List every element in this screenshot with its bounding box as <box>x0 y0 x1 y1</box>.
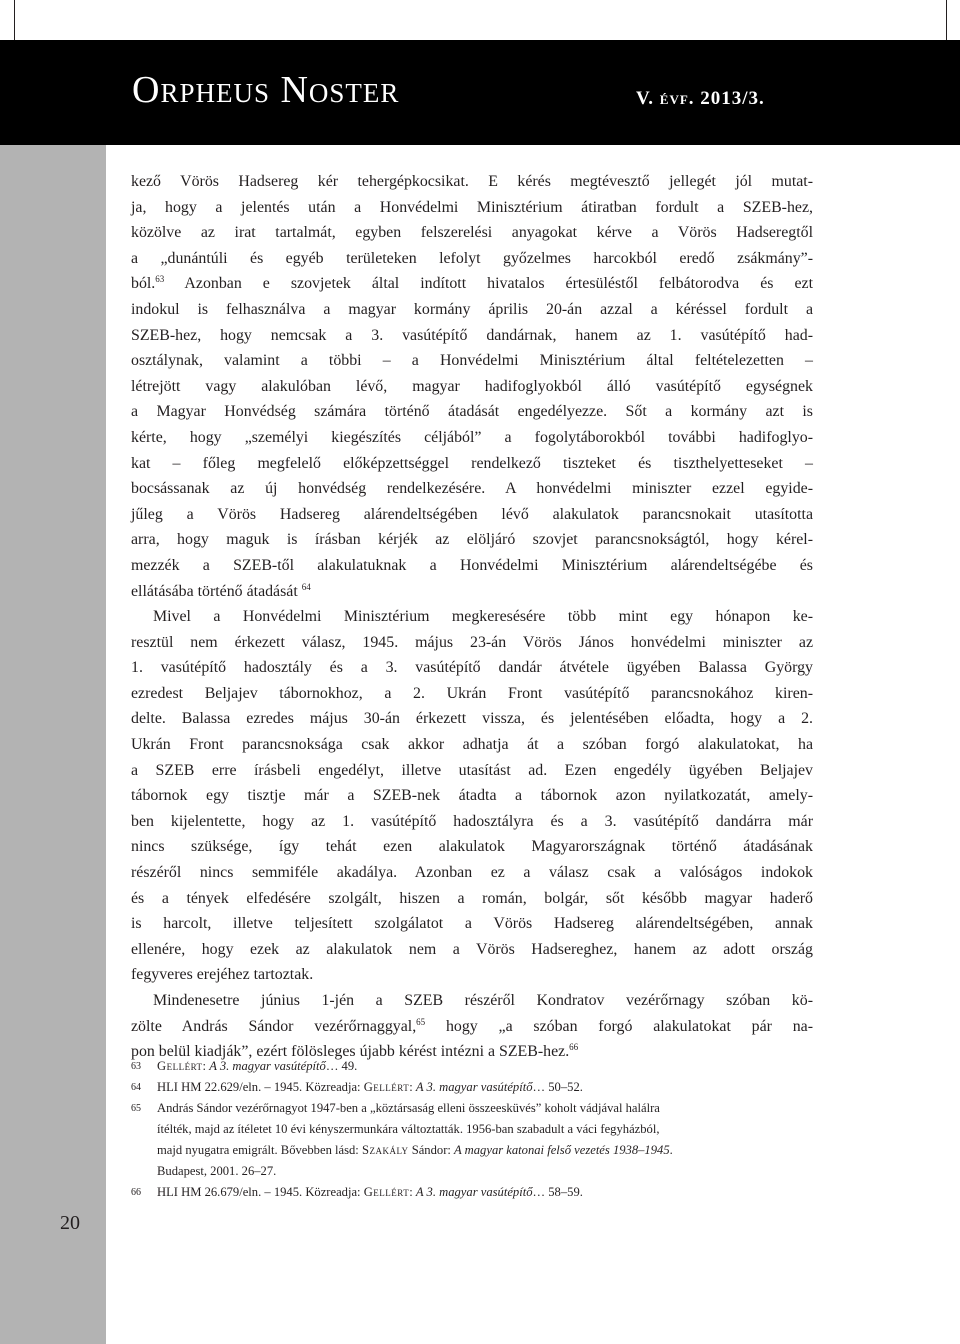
text-run: a SZEB erre írásbeli engedélyt, illetve utasítást ad. Ezen engedély ügyében Beljajev <box>131 761 813 779</box>
journal-title: Orpheus Noster <box>132 69 400 111</box>
text-run: . <box>669 1143 673 1157</box>
text-run: is harcolt, illetve teljesített szolgálatot a Vörös Hadsereg alárendeltségében, annak <box>131 915 813 933</box>
footnotes <box>131 1056 813 1203</box>
text-run: ítélték, majd az ítéletet 10 évi kényszermunkára változtatták. 1956-ban szabadult a váci fegyházból, <box>157 1122 660 1136</box>
body-line <box>131 451 813 477</box>
text-run: : <box>409 1185 416 1199</box>
page-number: 20 <box>60 1212 80 1234</box>
text-run: hogy „a szóban forgó alakulatokat pár na- <box>425 1017 814 1035</box>
body-line <box>131 655 813 681</box>
text-run: kérte, hogy „személyi kiegészítés céljából” a fogolytáborokból további hadifoglyo- <box>131 428 813 446</box>
footnote-number: 64 <box>131 1082 141 1093</box>
body-line <box>131 732 813 758</box>
footnote-line <box>157 1161 813 1182</box>
text-run: fegyveres erejéhez tartoztak. <box>131 966 314 984</box>
body-line <box>131 553 813 579</box>
text-run: közölve az irat tartalmát, egyben felszerelési anyagokat kérve a Vörös Hadseregtől <box>131 224 813 242</box>
text-run: zölte András Sándor vezérőrnaggyal, <box>131 1017 417 1035</box>
body-line <box>131 886 813 912</box>
body-line <box>131 399 813 425</box>
text-run: kező Vörös Hadsereg kér tehergépkocsikat. E kérés megtévesztő jellegét jól mutat- <box>131 173 813 190</box>
citation-title: A 3. magyar vasútépítő <box>415 1080 533 1094</box>
body-line <box>131 246 813 272</box>
text-run: : <box>202 1059 210 1073</box>
text-run: ból. <box>131 275 156 293</box>
body-line <box>131 348 813 374</box>
text-run: András Sándor vezérőrnagyot 1947-ben a „köztársaság elleni összeesküvés” koholt vádjával halálra <box>157 1101 660 1115</box>
body-line <box>131 988 813 1014</box>
crop-mark-top-right-vertical <box>946 0 947 40</box>
text-run: majd nyugatra emigrált. Bővebben lásd: <box>157 1143 362 1157</box>
crop-mark-top-left-vertical <box>14 0 15 40</box>
text-run: ellenére, hogy ezek az alakulatok nem a Vörös Hadsereghez, hanem az adott ország <box>131 940 813 958</box>
footnote-line <box>157 1056 813 1077</box>
body-line <box>131 911 813 937</box>
body-line <box>131 1014 813 1040</box>
body-line <box>131 758 813 784</box>
text-run: 1. vasútépítő hadosztály és a 3. vasútépítő dandár átvétele ügyében Balassa György <box>131 659 813 677</box>
body-line <box>131 630 813 656</box>
body-text <box>131 169 813 1065</box>
text-run: osztálynak, valamint a többi – a Honvédelmi Minisztérium által feltételezetten – <box>131 352 813 370</box>
text-run: Ukrán Front parancsnoksága csak akkor adhatja át a szóban forgó alakulatokat, ha <box>131 736 813 754</box>
footnote-number: 65 <box>131 1103 141 1114</box>
body-line <box>131 271 813 297</box>
text-run: SZEB-hez, hogy nemcsak a 3. vasútépítő dandárnak, hanem az 1. vasútépítő had- <box>131 326 813 344</box>
text-run: pon belül kiadják”, ezért fölösleges újabb kérést intézni a SZEB-hez. <box>131 1043 570 1061</box>
journal-header <box>0 40 960 145</box>
text-run: Budapest, 2001. 26–27. <box>157 1164 277 1178</box>
footnote-number: 66 <box>131 1187 141 1198</box>
text-run: bocsássanak az új honvédség rendelkezésére. A honvédelmi miniszter ezzel egyide- <box>131 480 813 498</box>
text-run: indokul is felhasználva a magyar kormány április 20-án azzal a kéréssel fordult a <box>131 300 813 318</box>
text-run: … 49. <box>325 1059 358 1073</box>
footnote-line <box>157 1098 813 1119</box>
body-line <box>131 604 813 630</box>
body-line <box>131 425 813 451</box>
text-run: Mivel a Honvédelmi Minisztérium megkeresésére több mint egy hónapon ke- <box>153 608 813 626</box>
author-name: Gellért <box>157 1059 203 1073</box>
body-line <box>131 169 813 195</box>
text-run: arra, hogy maguk is írásban kérjék az elöljáró szovjet parancsnokságtól, hogy kérel- <box>131 531 813 549</box>
text-run: ben kijelentette, hogy az 1. vasútépítő hadosztályra és a 3. vasútépítő dandárra már <box>131 812 813 830</box>
footnote-65 <box>131 1098 813 1182</box>
footnote-ref[interactable]: 64 <box>301 581 311 592</box>
text-run: tábornok egy tisztje már a SZEB-nek átadta a tábornok azon nyilatkozatát, amely- <box>131 787 813 805</box>
text-run: … 50–52. <box>532 1080 583 1094</box>
author-name: Gellért <box>363 1185 410 1199</box>
text-run: létrejött vagy alakulóban lévő, magyar hadifoglyokból álló vasútépítő egységnek <box>131 377 813 395</box>
footnote-line <box>157 1077 813 1098</box>
body-line <box>131 681 813 707</box>
body-line <box>131 809 813 835</box>
citation-title: A 3. magyar vasútépítő <box>415 1185 533 1199</box>
footnote-line <box>157 1182 813 1203</box>
text-run: és a tények elfedésére szolgált, hiszen a román, bolgár, sőt később magyar haderő <box>131 889 813 907</box>
text-run: Mindenesetre június 1-jén a SZEB részéről Kondratov vezérőrnagy szóban kö- <box>153 992 813 1009</box>
footnote-number: 63 <box>131 1061 141 1072</box>
author-name: Szakály <box>361 1143 409 1157</box>
text-run: Sándor: <box>408 1143 455 1157</box>
footnote-63 <box>131 1056 813 1077</box>
text-run: resztül nem érkezett válasz, 1945. május 23-án Vörös János honvédelmi miniszter az <box>131 633 813 651</box>
body-line <box>131 374 813 400</box>
author-name: Gellért <box>363 1080 410 1094</box>
body-line <box>131 860 813 886</box>
text-run: Azonban e szovjetek által indított hivatalos értesüléstől felbátorodva és ezt <box>164 275 813 293</box>
text-run: delte. Balassa ezredes május 30-án érkezett vissza, és jelentésében előadta, hogy a 2. <box>131 710 813 728</box>
body-line <box>131 706 813 732</box>
text-run: a „dunántúli és egyéb területeken lefolyt győzelmes harcokból eredő zsákmány”- <box>131 249 813 267</box>
citation-title: A magyar katonai felső vezetés 1938–1945 <box>454 1143 670 1157</box>
text-run: kat – főleg megfelelő előképzettséggel rendelkező tiszteket és tiszthelyetteseket – <box>131 454 813 472</box>
body-line <box>131 297 813 323</box>
text-run: jűleg a Vörös Hadsereg alárendeltségében lévő alakulatok parancsnokait utasította <box>131 505 813 523</box>
body-line <box>131 323 813 349</box>
footnote-ref[interactable]: 63 <box>155 274 165 285</box>
text-run: : <box>409 1080 416 1094</box>
text-run: ja, hogy a jelentés után a Honvédelmi Minisztérium átiratban fordult a SZEB-hez, <box>131 198 813 216</box>
text-run: HLI HM 22.629/eln. – 1945. Közreadja: <box>157 1080 364 1094</box>
body-line <box>131 579 813 605</box>
text-run: mezzék a SZEB-től alakulatuknak a Honvédelmi Minisztérium alárendeltségébe és <box>131 556 813 574</box>
body-line <box>131 937 813 963</box>
citation-title: A 3. magyar vasútépítő <box>209 1059 326 1073</box>
footnote-66 <box>131 1182 813 1203</box>
footnote-line <box>157 1140 813 1161</box>
body-line <box>131 962 813 988</box>
text-run: HLI HM 26.679/eln. – 1945. Közreadja: <box>157 1185 364 1199</box>
issue-label: V. évf. 2013/3. <box>636 88 765 109</box>
body-line <box>131 502 813 528</box>
text-run: a Magyar Honvédség számára történő átadását engedélyezze. Sőt a kormány azt is <box>131 403 813 421</box>
body-line <box>131 220 813 246</box>
footnote-64 <box>131 1077 813 1098</box>
body-line <box>131 783 813 809</box>
page-sidebar <box>0 145 106 1344</box>
text-run: részéről nincs semmiféle akadálya. Azonban ez a válasz csak a valóságos indokok <box>131 864 813 882</box>
text-run: … 58–59. <box>532 1185 583 1199</box>
body-line <box>131 527 813 553</box>
footnote-ref[interactable]: 65 <box>416 1016 426 1027</box>
text-run: ezredest Beljajev tábornokhoz, a 2. Ukrán Front vasútépítő parancsnokához kiren- <box>131 684 813 702</box>
body-line <box>131 195 813 221</box>
footnote-ref[interactable]: 66 <box>569 1042 579 1053</box>
footnote-line <box>157 1119 813 1140</box>
text-run: ellátásába történő átadását <box>131 582 302 600</box>
text-run: nincs szüksége, így tehát ezen alakulatok Magyarországnak történő átadásának <box>131 838 813 856</box>
body-line <box>131 834 813 860</box>
body-line <box>131 476 813 502</box>
